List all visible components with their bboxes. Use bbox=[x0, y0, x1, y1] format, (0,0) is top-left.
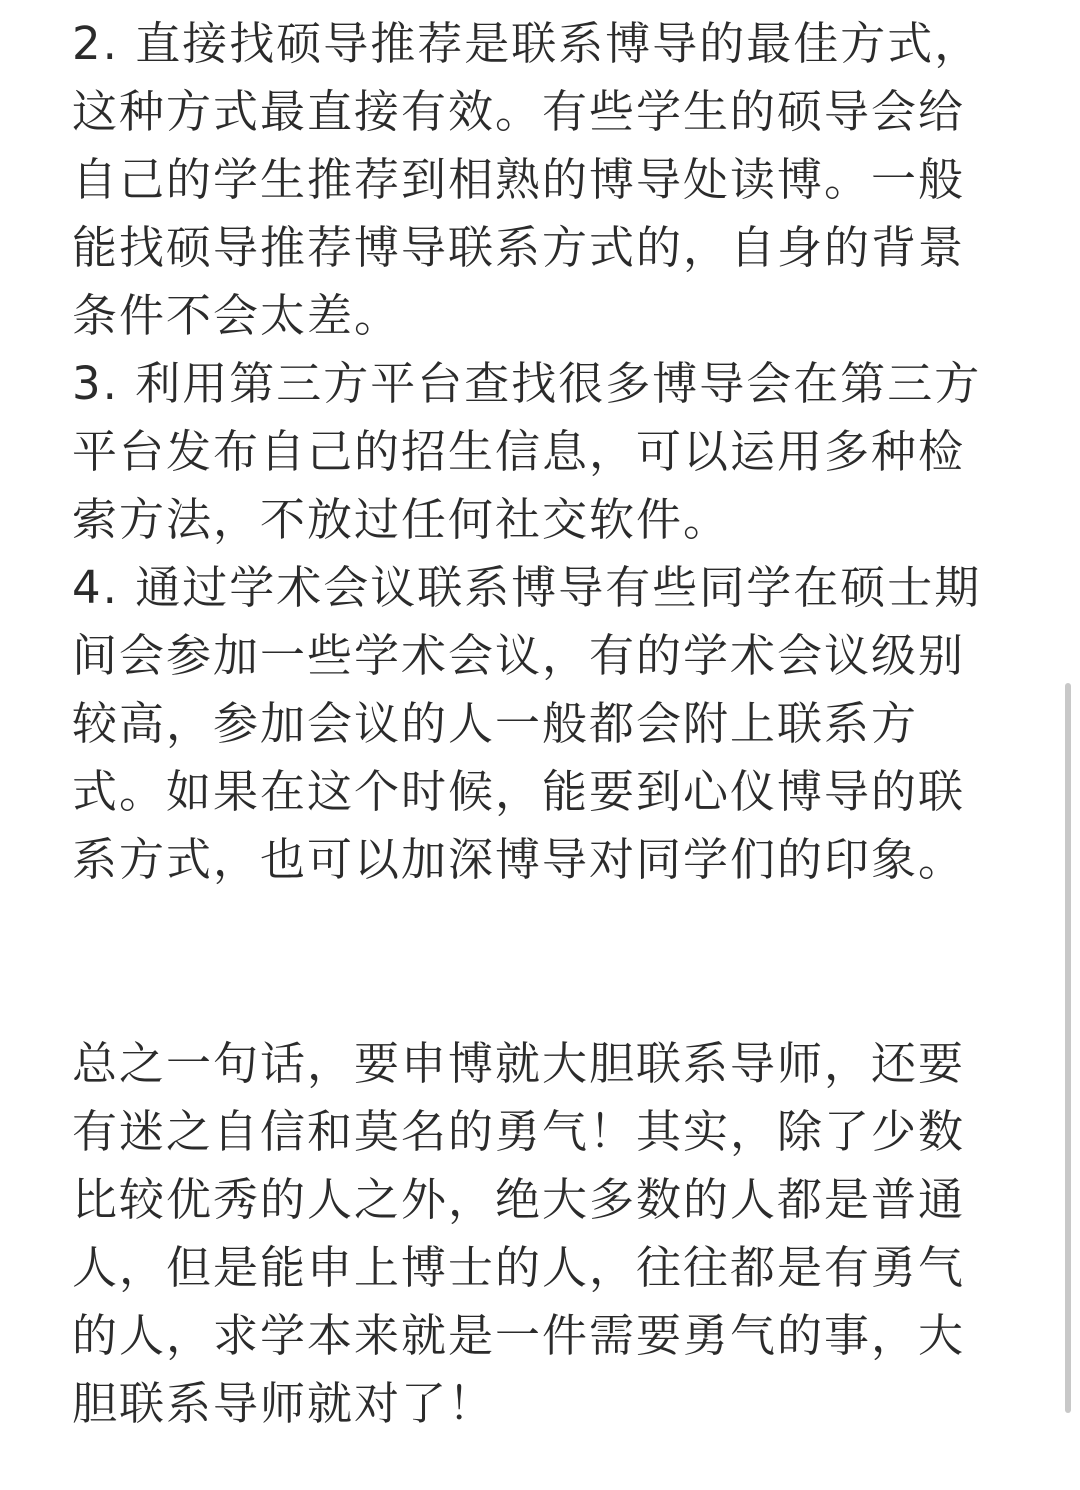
text-line: 能找硕导推荐博导联系方式的，自身的背景 bbox=[72, 221, 966, 274]
text-line: 较高，参加会议的人一般都会附上联系方 bbox=[72, 697, 919, 750]
text-line: 这种方式最直接有效。有些学生的硕导会给 bbox=[72, 85, 966, 138]
article-body bbox=[72, 10, 992, 1438]
text-line: 2. 直接找硕导推荐是联系博导的最佳方式， bbox=[72, 17, 982, 70]
text-line: 3. 利用第三方平台查找很多博导会在第三方 bbox=[72, 357, 982, 410]
text-line: 索方法，不放过任何社交软件。 bbox=[72, 493, 731, 546]
text-line: 有迷之自信和莫名的勇气！其实，除了少数 bbox=[72, 1105, 966, 1158]
text-line: 胆联系导师就对了！ bbox=[72, 1377, 496, 1430]
paragraph-conclusion bbox=[72, 1030, 992, 1438]
text-line: 总之一句话，要申博就大胆联系导师，还要 bbox=[72, 1037, 966, 1090]
scrollbar-thumb[interactable] bbox=[1065, 683, 1071, 1413]
text-line: 条件不会太差。 bbox=[72, 289, 402, 342]
paragraph-contact-methods bbox=[72, 10, 992, 894]
text-line: 人，但是能申上博士的人，往往都是有勇气 bbox=[72, 1241, 966, 1294]
text-line: 4. 通过学术会议联系博导有些同学在硕士期 bbox=[72, 561, 982, 614]
text-line: 的人，求学本来就是一件需要勇气的事，大 bbox=[72, 1309, 966, 1362]
text-line: 比较优秀的人之外，绝大多数的人都是普通 bbox=[72, 1173, 966, 1226]
text-line: 自己的学生推荐到相熟的博导处读博。一般 bbox=[72, 153, 966, 206]
text-line: 式。如果在这个时候，能要到心仪博导的联 bbox=[72, 765, 966, 818]
text-line: 系方式，也可以加深博导对同学们的印象。 bbox=[72, 833, 966, 886]
paragraph-spacer bbox=[72, 894, 992, 1030]
text-line: 间会参加一些学术会议，有的学术会议级别 bbox=[72, 629, 966, 682]
text-line: 平台发布自己的招生信息，可以运用多种检 bbox=[72, 425, 966, 478]
